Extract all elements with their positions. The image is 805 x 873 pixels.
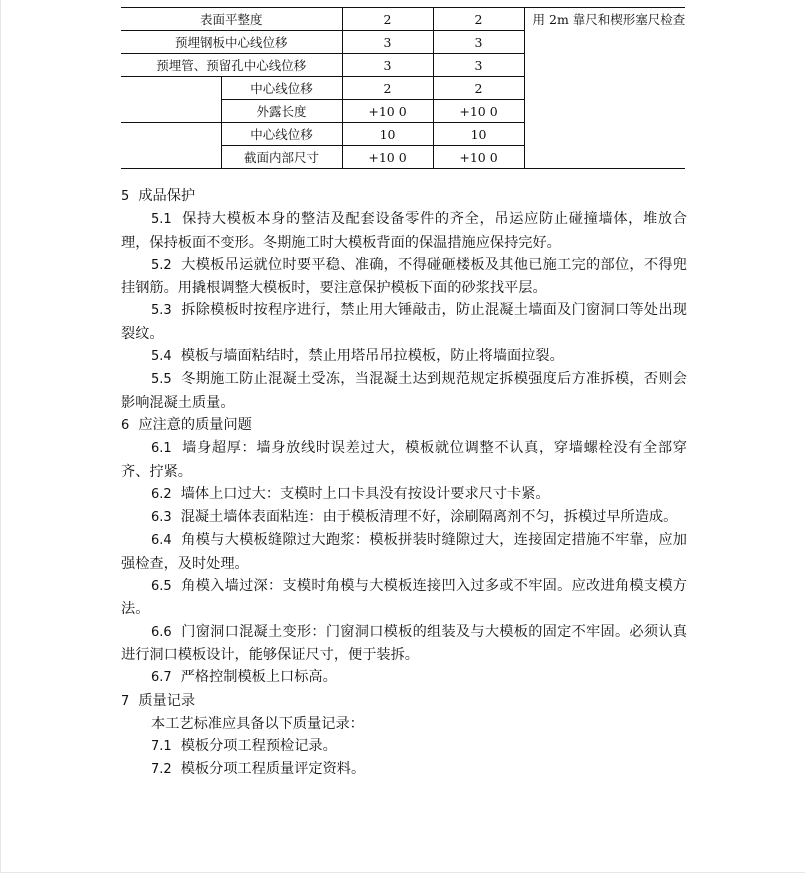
clause-paragraph: 6.2 墙体上口过大：支模时上口卡具没有按设计要求尺寸卡紧。: [151, 485, 550, 502]
clause-paragraph: 6.4 角模与大模板缝隙过大跑浆：模板拼装时缝隙过大，连接固定措施不牢靠，应加强检查，及时处理。: [121, 532, 687, 572]
clause-paragraph: 6.3 混凝土墙体表面粘连：由于模板清理不好，涂刷隔离剂不匀，拆模过早所造成。: [151, 509, 678, 526]
table-cell-label: 表面平整度: [121, 8, 342, 31]
table-cell-value: +10 0: [342, 146, 433, 169]
clause-paragraph: 5.1 保持大模板本身的整洁及配套设备零件的齐全，吊运应防止碰撞墙体，堆放合理，保持板面不变形。冬期施工时大模板背面的保温措施应保持完好。: [121, 211, 687, 251]
section-heading: 6 应注意的质量问题: [121, 416, 252, 433]
table-cell-value: 2: [342, 8, 433, 31]
table-cell-value: 3: [433, 31, 524, 54]
clause-paragraph: 5.4 模板与墙面粘结时，禁止用塔吊吊拉模板，防止将墙面拉裂。: [151, 348, 564, 365]
table-cell-method: 用 2m 靠尺和楔形塞尺检查: [524, 8, 685, 169]
table-cell-label: 预埋管、预留孔中心线位移: [121, 54, 342, 77]
clause-paragraph: 5.5 冬期施工防止混凝土受冻，当混凝土达到规范规定拆模强度后方准拆模，否则会影响混凝土质量。: [121, 371, 687, 411]
table-cell-value: 2: [342, 77, 433, 100]
table-cell-label: 中心线位移: [221, 77, 342, 100]
table-cell-value: 3: [342, 31, 433, 54]
table-cell-value: 3: [342, 54, 433, 77]
table-cell-group: [121, 123, 221, 169]
tolerance-table: [121, 7, 685, 169]
section-intro: 本工艺标准应具备以下质量记录：: [151, 715, 364, 732]
table-cell-label: 截面内部尺寸: [221, 146, 342, 169]
clause-paragraph: 6.1 墙身超厚：墙身放线时误差过大，模板就位调整不认真，穿墙螺栓没有全部穿齐、拧紧。: [121, 440, 687, 480]
table-cell-value: 10: [433, 123, 524, 146]
table-cell-value: +10 0: [433, 146, 524, 169]
clause-paragraph: 5.3 拆除模板时按程序进行，禁止用大锤敲击，防止混凝土墙面及门窗洞口等处出现裂纹。: [121, 302, 687, 342]
table-cell-value: +10 0: [433, 100, 524, 123]
clause-paragraph: 5.2 大模板吊运就位时要平稳、准确，不得碰砸楼板及其他已施工完的部位，不得兜挂钢筋。用撬根调整大模板时，要注意保护模板下面的砂浆找平层。: [121, 256, 687, 297]
table-cell-value: 10: [342, 123, 433, 146]
table-cell-value: +10 0: [342, 100, 433, 123]
table-cell-value: 2: [433, 8, 524, 31]
clause-paragraph: 7.2 模板分项工程质量评定资料。: [151, 761, 366, 778]
clause-paragraph: 6.7 严格控制模板上口标高。: [151, 669, 337, 686]
table-cell-label: 中心线位移: [221, 123, 342, 146]
section-heading: 7 质量记录: [121, 692, 196, 709]
document-body: [121, 185, 687, 782]
clause-paragraph: 6.5 角模入墙过深：支模时角模与大模板连接凹入过多或不牢固。应改进角模支模方法。: [121, 578, 687, 618]
section-heading: 5 成品保护: [121, 188, 196, 204]
table-cell-label: 外露长度: [221, 100, 342, 123]
clause-paragraph: 7.1 模板分项工程预检记录。: [151, 738, 337, 755]
table-cell-label: 预埋钢板中心线位移: [121, 31, 342, 54]
table-cell-group: [121, 77, 221, 123]
table-row: [121, 8, 685, 31]
table-cell-value: 3: [433, 54, 524, 77]
table-cell-value: 2: [433, 77, 524, 100]
clause-paragraph: 6.6 门窗洞口混凝土变形：门窗洞口模板的组装及与大模板的固定不牢固。必须认真进行洞口模板设计，能够保证尺寸，便于装拆。: [121, 623, 687, 663]
